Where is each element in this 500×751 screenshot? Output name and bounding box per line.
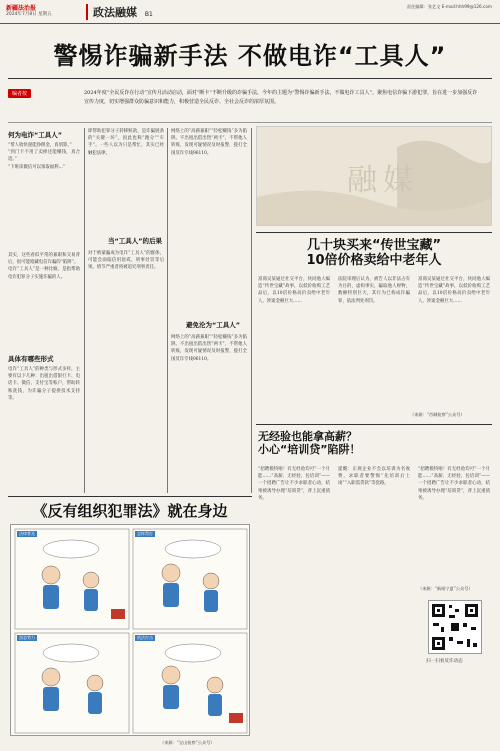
right-body-2c: “招聘模特啦！有无经验均可”一个月能……“高薪、无经验、包培训”——一个招聘广告让不少求职者心动，结果被诱导办理“培训贷”，背上沉重债务。	[418, 467, 490, 501]
mid-body-4: 网络上的“高薪兼职”“轻松赚钱”多为陷阱。不出租出借出售“两卡”，不帮他人转账，发现可疑情况及时报警，拨打全国反诈专线96110。	[171, 335, 247, 362]
right-divider-mid	[256, 424, 492, 425]
section-title	[86, 4, 153, 20]
right-credit-2: （来源：“新闻宁夏”公众号）	[418, 586, 473, 591]
qr-caption: 扫一扫看反诈动态	[426, 659, 463, 664]
right-headline-1: 几十块买来“传世宝藏” 10倍价格卖给中老年人	[306, 238, 442, 268]
left-body-1: “帮人收快递能挣佣金，真划算。” “到门卡不用了卖掉还能赚钱，真合适。” “下班读微信可以领取福利…”	[8, 143, 80, 170]
qr-code-icon	[429, 601, 481, 653]
column-divider-2	[167, 128, 168, 493]
right-body-2b: 提醒：正规企业不会以培训为名收费，求职者要警惕“先培训后上岗”“入职需贷款”等套路。	[338, 467, 410, 487]
comic-caption-1: 法律普及	[19, 531, 35, 536]
comic-caption-4: 依法打击	[137, 635, 153, 640]
page-number: B1	[144, 11, 153, 18]
section-name: 政法融媒	[93, 6, 137, 19]
right-body-2a: “招聘模特啦！有无经验均可”一个月能……“高薪、无经验、包培训”——一个招聘广告让不少求职者心动，结果被诱导办理“培训贷”，背上沉重债务。	[258, 467, 330, 501]
bottom-headline: 《反有组织犯罪法》就在身边	[32, 502, 228, 520]
editor-note-text: 2024年度“全民反诈在行动”宣传月活动启动，面对“断卡”不断升级的诈骗手法，今年的主题为“警惕诈骗新手法，不做电诈工具人”，聚焦电信诈骗下游犯罪，旨在进一步加强反诈宣传力度，切实增强群众防骗意识和能力，积极营造全民反诈、全社会反诈的浓厚氛围。	[84, 90, 478, 105]
bottom-divider	[8, 496, 252, 497]
left-body-2: 其实，这些看似平常的兼职和交易背后，很可能暗藏电信诈骗的“陷阱”。 电诈“工具人”是一种比喻，是指帮助电诈犯罪分子实施诈骗的人。	[8, 253, 80, 280]
right-body-1b: 法院审理后认为，被告人以非法占有为目的，虚构事实，骗取他人财物，数额特别巨大，其行为已构成诈骗罪，依法判处刑罚。	[338, 277, 410, 304]
mid-subhead-1: 当“工具人”的后果	[108, 237, 163, 245]
column-divider-1	[84, 128, 85, 493]
main-headline: 警惕诈骗新手法 不做电诈“工具人”	[53, 42, 447, 70]
right-body-1a: 富商吴某通过社交平台，伙同他人编造“传世宝藏”故事，以低价收购工艺品后，以10倍价格高价卖给中老年人，涉案金额巨大……	[258, 277, 330, 304]
column-divider-3	[251, 128, 252, 493]
comic-caption-2: 怎样帮打	[137, 531, 153, 536]
right-credit-1: （来源：“肖城检察”公众号）	[410, 412, 465, 417]
left-subhead-2: 具体有哪些形式	[8, 355, 54, 363]
intro-divider	[8, 122, 492, 123]
decorative-photo	[256, 126, 492, 226]
mid-body-1: 即帮助犯罪分子转移赃款，是诈骗链条的“关键一环”，因此也称“跑分”“车手”。一些人以为只是帮忙，其实已经触犯法律。	[88, 129, 164, 156]
left-subhead-1: 何为电诈“工具人”	[8, 131, 63, 139]
comic-caption-3: 黑恶势力	[19, 635, 35, 640]
bottom-credit: （来源：“宝山检察”公众号）	[160, 740, 215, 745]
editor-credits: 责任编辑：张艺文 E-mail:hhh99@126.com	[406, 4, 492, 9]
mid-body-3: 网络上的“高薪兼职”“轻松赚钱”多为陷阱。不出租出借出售“两卡”，不帮他人转账，发现可疑情况及时报警，拨打全国反诈专线96110。	[171, 129, 247, 156]
watermark-text: 融媒	[347, 163, 419, 198]
mid-body-2: 对于被蒙骗成为电诈“工具人”的群体，可能会面临信用惩戒、刑事处罚等后果。情节严重者将被追究刑事责任。	[88, 251, 164, 271]
page-header	[0, 0, 500, 24]
editor-note-label: 编者按	[8, 89, 31, 98]
qr-code[interactable]	[428, 600, 482, 654]
right-divider-top	[256, 232, 492, 233]
mid-subhead-2: 避免沦为“工具人”	[186, 321, 241, 329]
left-body-3: 电诈“工具人”的种类与形式多样，主要有以下几种：出租出借银行卡、电话卡、微信、支付宝等账户，帮助转账洗钱，为诈骗分子提供技术支持等。	[8, 367, 80, 401]
right-body-1c: 富商吴某通过社交平台，伙同他人编造“传世宝藏”故事，以低价收购工艺品后，以10倍价格高价卖给中老年人，涉案金额巨大……	[418, 277, 490, 304]
comic-illustration	[11, 525, 250, 736]
right-headline-2: 无经验也能拿高薪？ 小心“培训贷”陷阱！	[258, 430, 361, 456]
issue-date: 2024年7月8日 星期五	[6, 12, 52, 17]
comic-strip	[10, 524, 250, 736]
headline-divider	[8, 78, 492, 79]
masthead: 新疆法治报	[6, 5, 37, 12]
